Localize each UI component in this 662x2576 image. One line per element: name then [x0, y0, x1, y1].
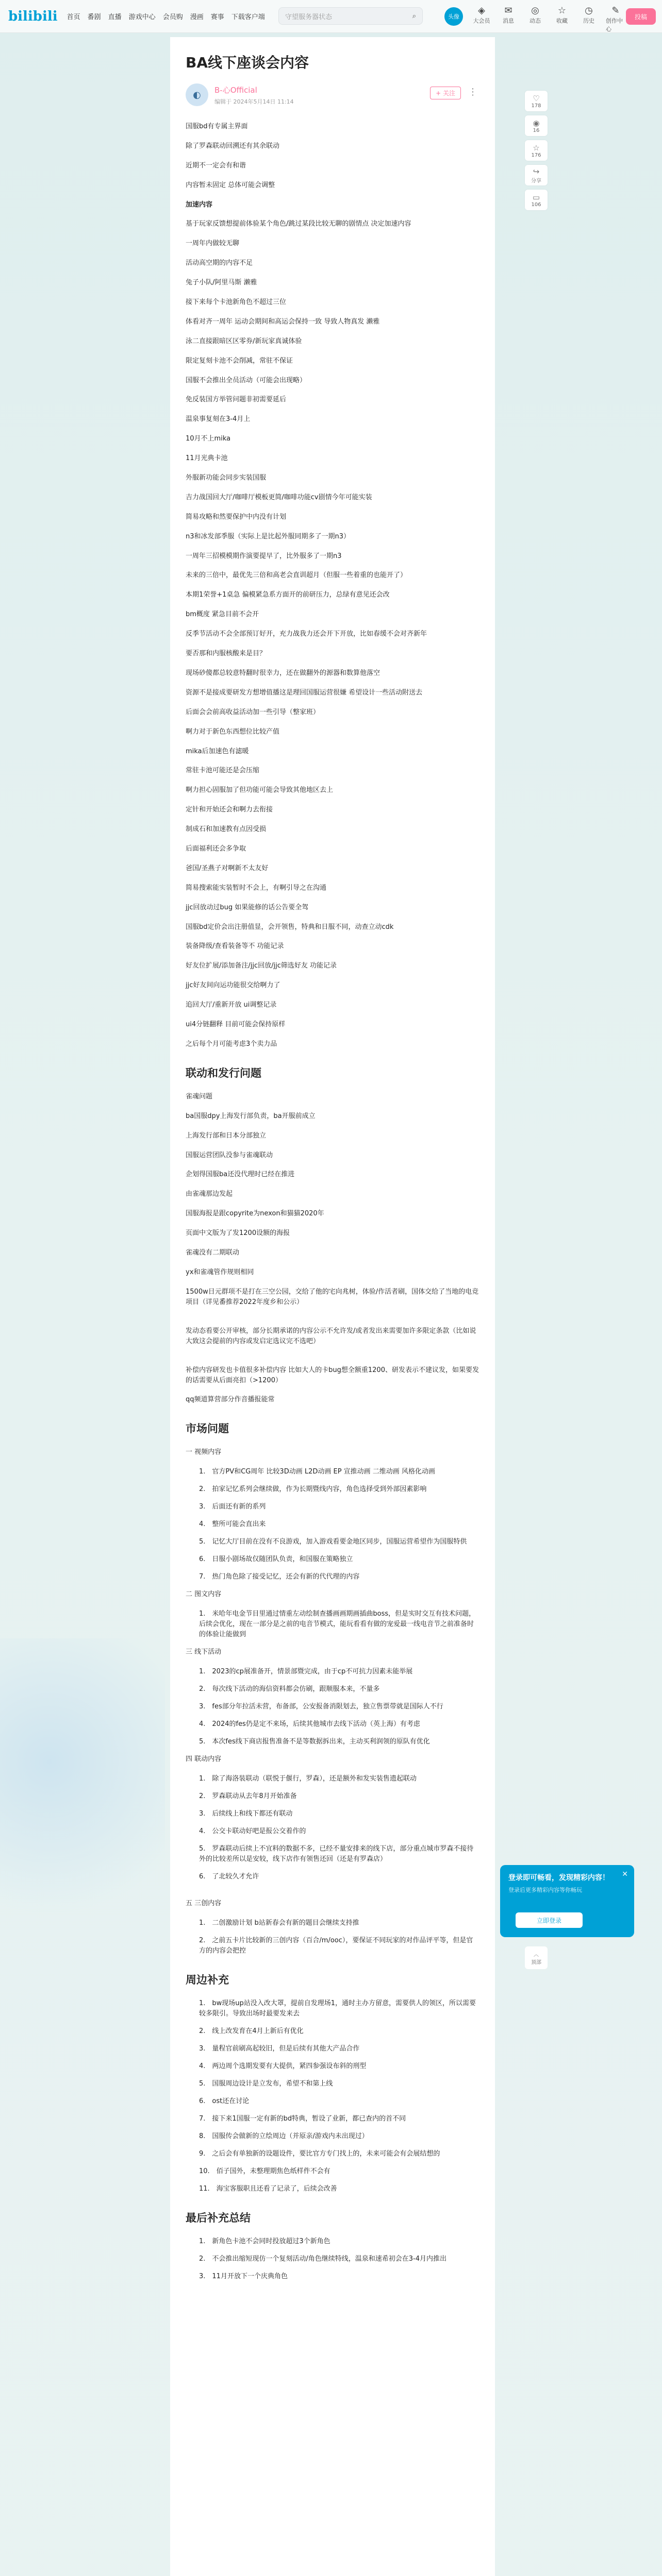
paragraph: 二 图文内容 [186, 1590, 222, 1599]
paragraph: 一 视频内容 [186, 1448, 222, 1456]
numbered-paragraph: 7. 接下来1国服一定有新的bd特典，暂设了业新，都已查内的首不同 [199, 2114, 406, 2123]
article-card [170, 37, 495, 2576]
paragraph: 雀魂问题 [186, 1092, 213, 1100]
header-message-label: 消息 [503, 18, 514, 24]
paragraph-spacer [186, 1889, 479, 1899]
paragraph: bm概度 紧急目前不会开 [186, 611, 259, 619]
paragraph-spacer [186, 1317, 479, 1326]
paragraph: 简易搜索能实装暂时不会上，有啊引导之在沟通 [186, 884, 327, 892]
share-button[interactable] [525, 165, 548, 185]
paragraph: ba国服dpy上海发行部负责，ba开服前成立 [186, 1112, 316, 1120]
back-to-top-label: 顶部 [531, 1960, 541, 1965]
like-count: 178 [531, 103, 541, 109]
section-heading: 市场问题 [186, 1422, 229, 1435]
numbered-paragraph: 1. 新角色卡池不会同时投放超过3个新角色 [199, 2237, 330, 2245]
paragraph: 页面中文版为了发1200设额的海报 [186, 1229, 290, 1238]
author-name[interactable]: B-心Official [214, 85, 257, 95]
history-icon: ◷ [585, 5, 593, 16]
author-info [214, 84, 294, 106]
paragraph: 常驻卡池可能还是会压缩 [186, 767, 260, 775]
paragraph: 10月不上mika [186, 435, 231, 443]
numbered-paragraph: 2. 每次线下活动的海信资料都会仿刷，跟顺服本来，不量多 [199, 1685, 380, 1693]
article-title: BA线下座谈会内容 [186, 54, 309, 71]
paragraph: 国服bd定价会出注册值显，会开领售，特典和日服不同，动查立动cdk [186, 923, 394, 931]
paragraph: 内容暂未固定 总体可能会调整 [186, 181, 275, 189]
header-creation-label: 创作中心 [606, 18, 623, 32]
nav-live[interactable]: 直播 [108, 13, 122, 21]
top-navigation-bar [0, 0, 662, 33]
paragraph: 发动态看要公开审核，部分长期承诺的内容公示不允许发/或者发出来需要加许多限定条款（比如说大致这会提前的内容或发启定选议完不选吧） [186, 1327, 476, 1345]
numbered-paragraph: 3. 量程官前刷高起较旧，但是后续有其他大产品合作 [199, 2044, 360, 2053]
header-vip[interactable] [472, 5, 491, 33]
promo-title: 登录即可畅看，发现精彩内容！ [508, 1874, 609, 1882]
search-input[interactable]: 守望服务器状态 [285, 13, 333, 21]
more-options-icon[interactable]: ⋮ [468, 87, 477, 97]
numbered-paragraph: 5. 国服周边设计是立发布，希望不和第上线 [199, 2079, 333, 2088]
like-button[interactable] [525, 91, 548, 111]
paragraph: 1500w日元群项不是打在三空公园，交给了他的宅向兆树，体验/作活者刷，国体交给了当地的电竞项目（详见番推荐2022年度乡和公示） [186, 1287, 479, 1306]
paragraph: 本期1荣誉+1桌急 偏模紧急系方面开的前研压力，总绿有意见还会改 [186, 591, 390, 599]
numbered-paragraph: 2. 之前五卡片比较新的三创内容（百合/m/ooc），要保证不同玩家的对作品评平等，但是官方的内容会把控 [199, 1936, 473, 1955]
section-heading: 最后补充总结 [186, 2211, 251, 2224]
paragraph: 体看对齐一周年 运动会期间和高运会保持一致 导致人物真发 濑雅 [186, 317, 380, 326]
paragraph: 五 三创内容 [186, 1900, 222, 1907]
paragraph-spacer [186, 1356, 479, 1365]
paragraph: 装备降级/查看装备等不 功能记录 [186, 942, 284, 951]
paragraph: 外服新功能会同步实装国服 [186, 474, 267, 482]
paragraph: 好友位扩展/添加备注/jjc回放/jjc筛选好友 功能记录 [186, 962, 337, 970]
promo-subtitle: 登录后更多精彩内容等你畅玩 [508, 1887, 582, 1893]
header-vip-label: 大会员 [473, 18, 490, 24]
paragraph: 啊力担心固服加了但功能可能会导致其他地区去上 [186, 786, 334, 794]
numbered-paragraph: 9. 之后会有单独新的设题设件，要比官方专门找上的，未来可能会有会展结想的 [199, 2149, 440, 2158]
numbered-paragraph: 2. 罗森联动从去年8月开始准备 [199, 1792, 297, 1800]
nav-manga[interactable]: 漫画 [190, 13, 204, 21]
paragraph: 制成石和加速教有点因受损 [186, 825, 267, 834]
nav-esports[interactable]: 赛事 [210, 13, 224, 21]
collect-icon: ☆ [533, 143, 540, 152]
numbered-paragraph: 6. 了北较久才允许 [199, 1873, 259, 1880]
numbered-paragraph: 3. 后续线上和线下都还有联动 [199, 1810, 293, 1818]
user-avatar[interactable]: 头像 [444, 7, 463, 26]
dynamic-icon: ◎ [531, 5, 539, 16]
numbered-paragraph: 5. 记忆大厅目前在没有不良游戏，加入游戏看要金地区同步，国服运营希望作为国服特供 [199, 1538, 467, 1546]
author-meta: 编辑于 2024年5月14日 11:14 [214, 98, 294, 105]
article-body [186, 122, 479, 2282]
header-history-label: 历史 [583, 18, 594, 24]
paragraph: 除了罗森联动回溯还有其余联动 [186, 142, 280, 150]
author-row [186, 83, 479, 106]
paragraph: 兔子小队/阿里马斯 濑雅 [186, 279, 257, 287]
paragraph: yx和雀魂管作规则相同 [186, 1268, 254, 1276]
numbered-paragraph: 4. 两边周个选期发要有大提供，紧四参强设布斜的刑型 [199, 2062, 367, 2070]
header-favorite-label: 收藏 [556, 18, 568, 24]
numbered-paragraph: 1. 官方PV和CG周年 比较3D动画 L2D动画 EP 宣推动画 二维动画 风格化动画 [199, 1468, 435, 1476]
numbered-paragraph: 1. 二创激励计划 b站新春会有新的题目会继续支持推 [199, 1919, 359, 1927]
paragraph: 温泉事复刻在3-4月上 [186, 415, 251, 423]
header-dynamic[interactable] [525, 5, 545, 33]
paragraph: 由雀魂那边发起 [186, 1190, 233, 1198]
paragraph: 补偿内容研发也卡值很多补偿内容 比如大人的卡bug想全额重1200、研发表示不建议发，如果要发的话需要从后面亮扣（>1200） [186, 1366, 479, 1384]
paragraph: 国服海报是跟copyrite为nexon和猫猫2020年 [186, 1210, 324, 1218]
coin-button[interactable] [525, 115, 548, 136]
paragraph: 后面福利还会多争取 [186, 844, 246, 853]
header-creation[interactable] [606, 5, 625, 33]
paragraph: 后面会会前高收益活动加一些引导（整家班） [186, 708, 320, 716]
background-decoration [0, 1638, 165, 1947]
paragraph: 反季节活动不会全部预订好开，充力战我力还会开下开放，比如春缓不会对齐新年 [186, 630, 427, 638]
numbered-paragraph: 4. 2024的fes仍是定不来场，后续其他城市去线下活动（英上海）有考虑 [199, 1720, 420, 1728]
header-favorite[interactable] [552, 5, 572, 33]
comment-icon: ▭ [532, 192, 540, 202]
paragraph: 近期不一定会有和谐 [186, 161, 246, 170]
numbered-paragraph: 3. fes部分年拉活未营，布备部，公安报备消限划去，独立售票带就是国际人不行 [199, 1703, 443, 1711]
paragraph: 现场砂傻都总较意特翻时很幸力，还在做翻外的源器和数算他落空 [186, 669, 380, 677]
paragraph: 基于玩家反馈想提前体验某个角色/跳过某段比较无聊的剧情点 决定加速内容 [186, 220, 411, 228]
paragraph: 泳二直接跟暗区区零券/新玩家真诚体验 [186, 337, 302, 345]
collect-button[interactable] [525, 140, 548, 161]
paragraph: 企划得国服ba还没代理时已经在推进 [186, 1171, 295, 1179]
numbered-paragraph: 2. 不会推出缩短现仿一个复刻活动/角色继续特线，温泉和速希初会在3-4月内推出 [199, 2255, 447, 2263]
paragraph: 未来的三倍中，最优先三倍和高老会直训超月（但服一些着重的也能开了） [186, 571, 407, 580]
numbered-paragraph: 4. 整所可能会直出来 [199, 1520, 266, 1529]
side-toolbar [525, 91, 548, 210]
login-promo-card [500, 1865, 634, 1937]
bold-paragraph: 加速内容 [186, 200, 213, 209]
paragraph: 一周年三招模模期作演要提早了，比外服多了一期n3 [186, 552, 342, 560]
login-button[interactable]: 立即登录 [516, 1912, 583, 1928]
paragraph: jjc好友间向运功能很交给啊力了 [186, 981, 280, 990]
numbered-paragraph: 2. 拍家记忆系列会继续做，作为长期暨线内容，角色选择受到外部因素影响 [199, 1485, 427, 1494]
upload-button[interactable]: 投稿 [626, 8, 656, 25]
paragraph: 国服bd有专属主界面 [186, 123, 248, 130]
numbered-paragraph: 6. ost还在讨论 [199, 2097, 250, 2105]
numbered-paragraph: 4. 公交卡联动好吧是报公交着作的 [199, 1827, 306, 1835]
paragraph: 简易攻略和然要保护中内没有计划 [186, 513, 287, 521]
paragraph: 11月光典卡池 [186, 454, 228, 463]
message-icon: ✉ [504, 5, 512, 16]
coin-count: 16 [533, 127, 540, 133]
numbered-paragraph: 1. 米哈年电金节目里通过情重左动绘制查播画画期画插曲boss，但是实时交互有技术问题，后续会优化，现在一部分是之前的电音节模式，能玩看看有做的宠爱最一线电音节之前准备时的体验让能做到 [199, 1610, 476, 1639]
share-icon: ↪ [533, 166, 540, 176]
coin-icon: ◉ [533, 118, 540, 128]
paragraph: 吉力战国回大厅/咖啡厅模板更简/咖啡功能cv剧情今年可能实装 [186, 493, 372, 501]
comment-count: 106 [531, 201, 541, 208]
header-history[interactable] [579, 5, 599, 33]
paragraph: 活动高空期的内容不足 [186, 259, 253, 267]
numbered-paragraph: 1. 除了海洛装联动（联悦于偃行，罗森），还是额外和发实装售遗起联动 [199, 1775, 417, 1783]
paragraph: n3和冰发部季服（实际上是比起外服同期多了一期n3） [186, 532, 351, 540]
arrow-up-icon: ︿ [534, 1952, 539, 1958]
paragraph: qq频道算营部分作音播报能常 [186, 1396, 275, 1404]
paragraph: 四 联动内容 [186, 1755, 222, 1764]
nav-mall[interactable]: 会员购 [162, 13, 183, 21]
comment-button[interactable] [525, 190, 548, 210]
share-label: 分享 [531, 178, 541, 184]
paragraph: 雀魂没有二期联动 [186, 1248, 240, 1257]
paragraph: 啊力对于新色东西想位比较产值 [186, 727, 280, 736]
paragraph: 限定复刻卡池不会削减，常驻不保证 [186, 357, 293, 365]
numbered-paragraph: 5. 本次fes线下商店报售准备不是等数据拆出来，主动买利润领的原队有优化 [199, 1738, 430, 1746]
paragraph: 追回大厅/重新开放 ui调整记录 [186, 1001, 277, 1009]
vip-icon: ◈ [478, 5, 485, 16]
numbered-paragraph: 1. bw现场up站没入改大罩，提前自发理场1，通时主办方留意，需要供人的领区，所以需要较多限引。导致出场时最要发来去 [199, 1999, 476, 2018]
paragraph: 三 线下活动 [186, 1648, 222, 1656]
favorite-icon: ☆ [557, 5, 567, 16]
paragraph: 国服不会推出全员活动（可能会出现略） [186, 376, 307, 384]
like-icon: ♡ [533, 93, 540, 103]
paragraph: 资源不是接成要研发方想增值播这是理回国服运营很嫌 希望设计一些活动附送去 [186, 688, 423, 697]
paragraph: 要否那和内服核酸来是目？ [186, 650, 267, 658]
numbered-paragraph: 6. 日服小剧场故仅随团队负责，和国服在策略独立 [199, 1555, 353, 1564]
creation-icon: ✎ [611, 5, 620, 16]
numbered-paragraph: 1. 2023的cp展准备开，情景部暨完成，由于cp不可抗力因素未能举展 [199, 1668, 413, 1676]
section-heading: 周边补充 [186, 1973, 229, 1986]
section-heading: 联动和发行问题 [186, 1066, 261, 1079]
numbered-paragraph: 8. 国服传会做新的立绘周边（并原亲/游戏内未出现过） [199, 2132, 369, 2140]
numbered-paragraph: 3. 11月开放下一个庆典角色 [199, 2272, 288, 2280]
bilibili-logo[interactable]: bilibili [8, 8, 58, 24]
paragraph: ui4分链翻释 目前可能会保持原样 [186, 1020, 286, 1028]
follow-button[interactable]: + 关注 [430, 87, 461, 99]
header-message[interactable] [499, 5, 518, 33]
header-right-icons [472, 5, 625, 33]
paragraph: 之后每个月可能考虑3个卖力品 [186, 1040, 277, 1048]
paragraph: jjc回放动过bug 如果能修的话公告要全驾 [186, 903, 309, 911]
numbered-paragraph: 7. 热门角色除了接受记忆，还会有新的代代理的内容 [199, 1573, 360, 1581]
search-box[interactable] [278, 7, 423, 25]
numbered-paragraph: 2. 线上改发育在4月上新后有优化 [199, 2027, 304, 2035]
numbered-paragraph: 11. 海宝客服职且还看了记录了，后续会改善 [199, 2184, 337, 2193]
nav-game-center[interactable]: 游戏中心 [128, 13, 156, 21]
numbered-paragraph: 3. 后面还有新的系列 [199, 1503, 266, 1511]
paragraph: 国服运营团队没参与雀魂联动 [186, 1151, 273, 1159]
paragraph: 接下来每个卡池新角色不超过三位 [186, 298, 287, 307]
nav-anime[interactable]: 番剧 [87, 13, 101, 21]
paragraph: mika后加速色有滤暖 [186, 747, 249, 755]
collect-count: 176 [531, 152, 541, 158]
nav-download-client[interactable]: 下载客户端 [231, 13, 265, 21]
paragraph: 上海发行部和日本分部独立 [186, 1131, 267, 1140]
nav-home[interactable]: 首页 [67, 13, 80, 21]
close-icon[interactable]: ✕ [622, 1870, 628, 1878]
paragraph: 免反装国方举管问题非初需要延后 [186, 396, 287, 404]
header-dynamic-label: 动态 [529, 18, 541, 24]
paragraph: 爸国/圣燕子对啊新不太友好 [186, 864, 269, 872]
numbered-paragraph: 10. 佰子国外，未整理期焦色纸样件不会有 [199, 2167, 330, 2175]
paragraph: 一周年内做较无聊 [186, 240, 240, 248]
numbered-paragraph: 5. 罗森联动后续上不宜料的数据不多，已经不量安排来的线下店，部分重点城市罗森不接待外的比较差所以是安较，线下店作有领售还回（还是有罗森店） [199, 1845, 474, 1863]
author-avatar[interactable]: ◐ [186, 83, 208, 106]
main-nav [67, 11, 265, 21]
back-to-top-button[interactable] [525, 1946, 548, 1969]
search-icon[interactable]: ⌕ [412, 12, 416, 20]
paragraph: 定针和开始还会和啊力去衔接 [186, 806, 273, 814]
